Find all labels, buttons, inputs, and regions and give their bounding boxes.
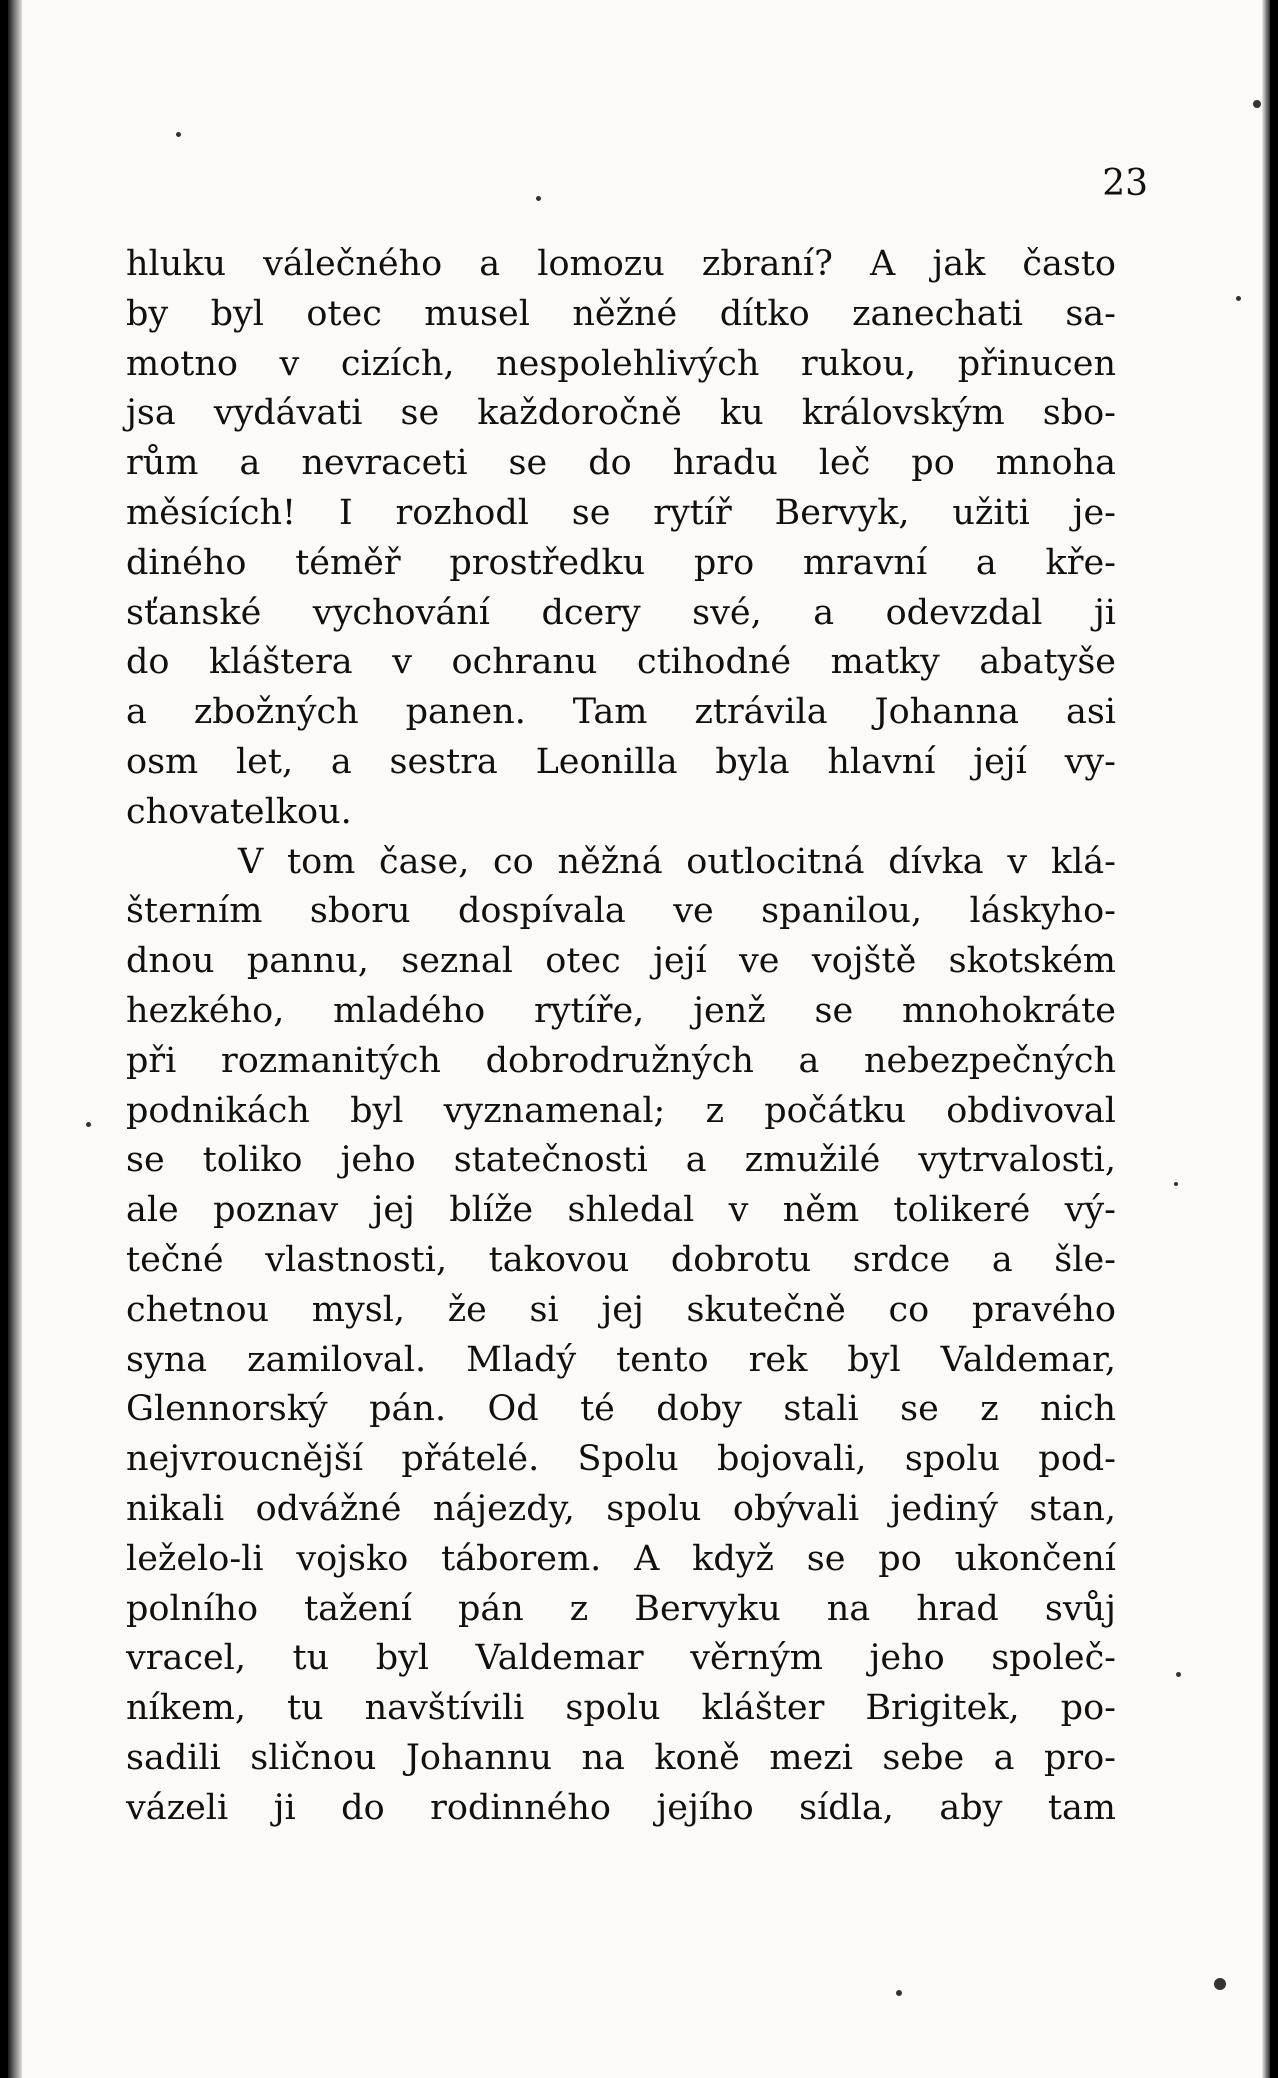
text-line: syna zamiloval. Mladý tento rek byl Valdemar, [126,1339,1116,1380]
text-line: a zbožných panen. Tam ztrávila Johanna asi [126,692,1116,733]
text-line: V tom čase, co něžná outlocitná dívka v klá- [238,841,1116,882]
text-line: motno v cizích, nespolehlivých rukou, přinucen [126,343,1116,384]
text-line: se toliko jeho statečnosti a zmužilé vytrvalosti, [126,1140,1116,1181]
body-text [126,240,1116,1834]
text-line: by byl otec musel něžné dítko zanechati sa- [126,293,1116,334]
text-line: polního tažení pán z Bervyku na hrad svůj [126,1588,1116,1629]
text-line: hluku válečného a lomozu zbraní? A jak často [126,244,1116,284]
scan-speck [176,132,181,137]
text-line: šterním sboru dospívala ve spanilou, láskyho- [126,891,1116,932]
paragraph-2 [126,838,1116,1834]
scan-speck [1236,296,1241,301]
text-line: do kláštera v ochranu ctihodné matky abatyše [126,642,1116,683]
text-line: jsa vydávati se každoročně ku královským sbo- [126,393,1116,434]
scan-speck [896,1990,902,1996]
scan-speck [86,1122,91,1127]
text-line: nikali odvážné nájezdy, spolu obývali jediný stan, [126,1488,1116,1529]
scan-speck [1174,1182,1178,1186]
scan-speck [1214,1978,1226,1990]
paragraph-1 [126,240,1116,838]
scan-speck [1253,100,1261,108]
text-line: dnou pannu, seznal otec její ve vojště skotském [126,941,1116,982]
page-gutter-shadow [8,0,22,2078]
text-line: Glennorský pán. Od té doby stali se z nich [126,1389,1116,1430]
scan-speck [1176,1672,1181,1677]
text-line: podnikách byl vyznamenal; z počátku obdivoval [126,1090,1116,1131]
text-line: sadili sličnou Johannu na koně mezi sebe a pro- [126,1737,1116,1778]
text-line: tečné vlastnosti, takovou dobrotu srdce a šle- [126,1239,1116,1280]
text-line: leželo-li vojsko táborem. A když se po ukončení [126,1538,1116,1579]
text-line: ale poznav jej blíže shledal v něm tolikeré vý- [126,1190,1116,1231]
page-edge-shadow [1262,0,1270,2078]
page-number: 23 [1102,163,1148,204]
text-line: sťanské vychování dcery své, a odevzdal ji [126,592,1116,633]
text-line: osm let, a sestra Leonilla byla hlavní její vy- [126,741,1116,782]
text-line: nejvroucnější přátelé. Spolu bojovali, spolu pod- [126,1439,1116,1480]
text-line: diného téměř prostředku pro mravní a kře- [126,542,1116,583]
text-line: rům a nevraceti se do hradu leč po mnoha [126,443,1116,484]
text-line: chovatelkou. [126,791,352,832]
text-line: níkem, tu navštívili spolu klášter Brigitek, po- [126,1688,1116,1729]
text-line: při rozmanitých dobrodružných a nebezpečných [126,1040,1116,1081]
scan-speck [536,196,541,201]
text-line: vracel, tu byl Valdemar věrným jeho společ- [126,1638,1116,1679]
text-line: vázeli ji do rodinného jejího sídla, aby tam [126,1787,1116,1828]
text-line: hezkého, mladého rytíře, jenž se mnohokráte [126,990,1116,1031]
book-page [8,0,1270,2078]
text-line: chetnou mysl, že si jej skutečně co pravého [126,1289,1116,1330]
text-line: měsících! I rozhodl se rytíř Bervyk, užiti je- [126,492,1116,533]
